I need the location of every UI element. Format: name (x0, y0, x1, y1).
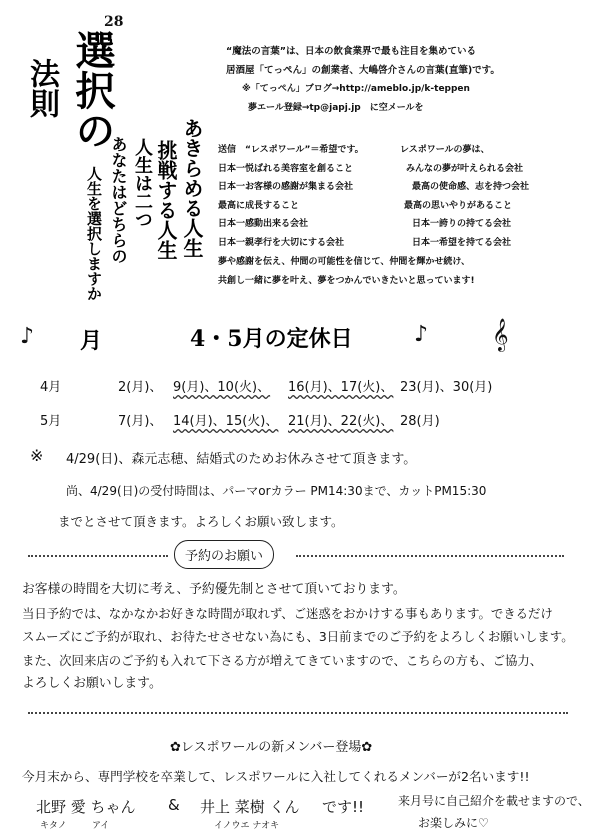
divider-right (296, 555, 564, 557)
member-ruby-1a: キタノ (40, 821, 67, 831)
member-desu: です!! (322, 798, 365, 816)
company-goals-left (218, 141, 364, 253)
dream-item: 日本一誇りの持てる会社 (412, 219, 512, 230)
notice-line-3: までとさせて頂きます。よろしくお願い致します。 (58, 514, 344, 529)
members-line-1: 今月末から、専門学校を卒業して、レスポワールに入社してくれるメンバーが2名います!! (22, 769, 530, 784)
intro-line-1: “魔法の言葉”は、日本の飲食業界で最も注目を集めている (226, 46, 476, 57)
may-date-consecutive: 21(月)、22(火)、 (288, 414, 394, 429)
divider-bottom (28, 712, 568, 714)
goal-item: 日本一親孝行を大切にする会社 (218, 237, 345, 248)
reservation-line: スムーズにご予約が取れ、お待たせさせない為にも、3日前までのご予約をよろしくお願いします。 (22, 629, 574, 644)
members-title: ✿レスポワールの新メンバー登場✿ (170, 740, 373, 755)
heading-deco-left: 月 (80, 328, 103, 354)
reservation-body (22, 578, 574, 696)
goal-item: 最高に成長すること (218, 200, 300, 211)
intro-line-2: 居酒屋「てっぺん」の創業者、大嶋啓介さんの言葉(直筆)です。 (226, 65, 500, 76)
calligraphy-col-5: 人生を選択しますか (85, 166, 103, 301)
dream-item: 最高の思いやりがあること (404, 200, 513, 211)
dream-item: 最高の使命感、志を持つ会社 (412, 182, 530, 193)
dream-label: レスポワールの夢は、 (400, 145, 490, 155)
blog-link[interactable]: ※「てっぺん」ブログ→http://ameblo.jp/k-teppen (242, 84, 470, 94)
member-name-1: 北野 愛 ちゃん (36, 798, 136, 816)
goal-item: 日本一感動出来る会社 (218, 219, 309, 230)
reservation-label: 予約のお願い (174, 540, 274, 569)
closing-block (218, 253, 475, 291)
reservation-line: また、次回来店のご予約も入れて下さる方が増えてきていますので、こちらの方も、ご協力、 (22, 652, 543, 668)
may-date: 28(月) (400, 414, 440, 429)
april-label: 4月 (40, 380, 62, 395)
heading-note-right: ♪ (414, 322, 429, 347)
yume-ale-line: 夢エール登録→tp@japj.jp に空メールを (248, 103, 424, 113)
calligraphy-title-big: 選択の (69, 30, 116, 150)
member-ruby-1b: アイ (92, 821, 110, 831)
notice-mark: ※ (30, 446, 44, 465)
reservation-line: よろしくお願いします。 (22, 676, 162, 691)
next-issue-line-2: お楽しみに♡ (418, 816, 489, 830)
divider-left (28, 555, 168, 557)
april-date-consecutive: 9(月)、10(火)、 (173, 380, 271, 395)
member-ruby-2: イノウエ ナオキ (214, 821, 280, 831)
calligraphy-col-2: 挑戦する人生 (154, 140, 178, 260)
calligraphy-main-title (70, 30, 114, 150)
april-date: 23(月)、30(月) (400, 380, 493, 395)
calligraphy-col-3: 人生は二つ (132, 138, 153, 228)
treble-clef-icon: 𝄞 (492, 318, 509, 351)
send-label: 送信 “レスポワール”＝希望です。 (218, 145, 364, 155)
member-name-2: 井上 菜樹 くん (200, 798, 300, 816)
dream-item: みんなの夢が叶えられる会社 (406, 163, 524, 174)
may-date: 7(月)、 (118, 414, 163, 429)
april-date: 2(月)、 (118, 380, 163, 395)
goal-item: 日本一悦ばれる美容室を創ること (218, 163, 354, 174)
heading-note-left: ♪ (20, 324, 35, 349)
april-date-consecutive: 16(月)、17(火)、 (288, 380, 394, 395)
member-and: & (168, 796, 180, 814)
dream-item: 日本一希望を持てる会社 (412, 237, 512, 248)
goal-item: 日本一お客様の感謝が集まる会社 (218, 182, 354, 193)
calligraphy-title-left: 法則 (24, 58, 59, 118)
notice-line-1: 4/29(日)、森元志穂、結婚式のためお休みさせて頂きます。 (66, 452, 417, 467)
closing-line-2: 共創し一緒に夢を叶え、夢をつかんでいきたいと思っています! (218, 276, 475, 286)
closing-line-1: 夢や感謝を伝え、仲間の可能性を信じて、仲間を輝かせ続け、 (218, 257, 471, 267)
calligraphy-col-1: あきらめる人生 (180, 118, 204, 258)
calligraphy-col-4: あなたはどちらの (109, 136, 128, 264)
page-number: 28 (104, 14, 124, 30)
heading-title: 4・5月の定休日 (190, 326, 353, 352)
may-date-consecutive: 14(月)、15(火)、 (173, 414, 279, 429)
intro-block (226, 42, 500, 118)
reservation-line: お客様の時間を大切に考え、予約優先制とさせて頂いております。 (22, 582, 406, 597)
company-goals-right (400, 141, 529, 253)
next-issue-line-1: 来月号に自己紹介を載せますので、 (398, 794, 590, 808)
reservation-line: 当日予約では、なかなかお好きな時間が取れず、ご迷惑をおかけする事もあります。できるだけ (22, 605, 553, 621)
notice-line-2: 尚、4/29(日)の受付時間は、パーマorカラー PM14:30まで、カットPM15:30 (66, 484, 487, 498)
may-label: 5月 (40, 414, 62, 429)
